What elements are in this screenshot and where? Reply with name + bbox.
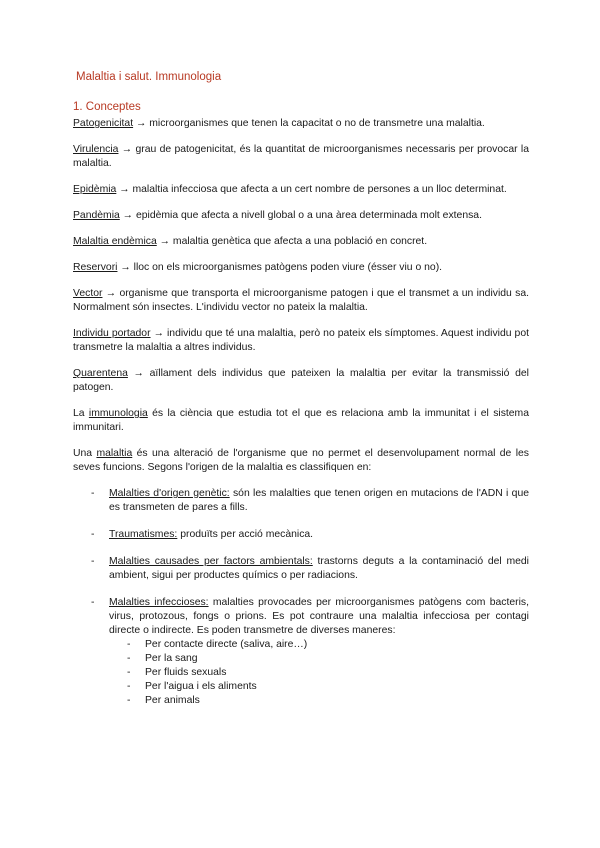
definition-term: Patogenicitat (73, 118, 134, 129)
classification-text: malalties provocades per microorganismes patògens com bacteris, virus, protozous, fongs o prions. Es pot contraure una malaltia infecciosa per contagi directe o indirecte. Es poden transmetre de diverses maneres: (109, 597, 529, 636)
definition-term: Reservori (73, 262, 118, 273)
classification-term: Malalties d'origen genètic: (109, 488, 230, 499)
list-item: - Per animals (109, 694, 529, 708)
paragraph-suffix: és la ciència que estudia tot el que es relaciona amb la immunitat i el sistema immunitari. (73, 408, 529, 433)
immunology-paragraph (73, 407, 529, 435)
list-item: - Per la sang (109, 652, 529, 666)
definition-term: Virulencia (73, 144, 119, 155)
definition-text: → malaltia genètica que afecta a una població en concret. (156, 236, 428, 247)
definition-text: → individu que té una malaltia, però no pateix els símptomes. Aquest individu pot transmetre la malaltia a altres individus. (73, 328, 530, 353)
list-item (73, 487, 529, 515)
definition-virulencia (73, 143, 529, 171)
list-item: - Per contacte directe (saliva, aire…) (109, 638, 529, 652)
classification-term: Malalties infeccioses: (109, 597, 209, 608)
definition-term: Quarentena (73, 368, 128, 379)
list-item: - Per fluids sexuals (109, 666, 529, 680)
classification-term: Traumatismes: (109, 529, 178, 540)
definition-term: Malaltia endèmica (73, 236, 157, 247)
definition-vector (73, 287, 529, 315)
definition-text: → microorganismes que tenen la capacitat o no de transmetre una malaltia. (133, 118, 485, 129)
classification-list (73, 487, 529, 708)
definition-text: → malaltia infecciosa que afecta a un cert nombre de persones a un lloc determinat. (116, 184, 507, 195)
paragraph-term: malaltia (96, 448, 133, 459)
document-title: Malaltia i salut. Immunologia (76, 71, 222, 83)
definition-malaltia-endemica (73, 235, 529, 249)
definition-reservori (73, 261, 529, 275)
list-item (73, 528, 529, 542)
list-item: - Per l'aigua i els aliments (109, 680, 529, 694)
definition-text: → grau de patogenicitat, és la quantitat de microorganismes necessaris per provocar la malaltia. (73, 144, 529, 169)
definition-term: Epidèmia (73, 184, 117, 195)
list-item (73, 555, 529, 583)
paragraph-prefix: Una (73, 448, 97, 459)
definition-text: → lloc on els microorganismes patògens poden viure (ésser viu o no). (117, 262, 443, 273)
illness-paragraph (73, 447, 529, 475)
definition-text: → organisme que transporta el microorganisme patogen i que el transmet a un individu sa. Normalment són insectes. L'individu vector no pateix la malaltia. (73, 288, 529, 313)
classification-text: produïts per acció mecànica. (177, 529, 314, 540)
document-body (73, 117, 529, 721)
paragraph-prefix: La (73, 408, 89, 419)
paragraph-suffix: és una alteració de l'organisme que no permet el desenvolupament normal de les seves funcions. Segons l'origen de la malaltia es classifiquen en: (73, 448, 529, 473)
definition-term: Vector (73, 288, 103, 299)
definition-term: Pandèmia (73, 210, 120, 221)
paragraph-term: immunologia (88, 408, 148, 419)
classification-term: Malalties causades per factors ambientals: (109, 556, 313, 567)
section-heading: 1. Conceptes (73, 101, 141, 113)
transmission-modes-list (109, 638, 529, 708)
definition-text: → aïllament dels individus que pateixen la malaltia per evitar la transmissió del patogen. (73, 368, 529, 393)
classification-text: trastorns deguts a la contaminació del medi ambient, sigui per productes químics o per radiacions. (109, 556, 529, 581)
definition-term: Individu portador (73, 328, 151, 339)
classification-text: són les malalties que tenen origen en mutacions de l'ADN i que es transmeten de pares a fills. (109, 488, 530, 513)
definition-text: → epidèmia que afecta a nivell global o a una àrea determinada molt extensa. (119, 210, 482, 221)
definition-epidemia (73, 183, 529, 197)
definition-quarentena (73, 367, 529, 395)
definition-patogenicitat (73, 117, 529, 131)
definition-individu-portador (73, 327, 529, 355)
definition-pandemia (73, 209, 529, 223)
list-item (73, 596, 529, 708)
